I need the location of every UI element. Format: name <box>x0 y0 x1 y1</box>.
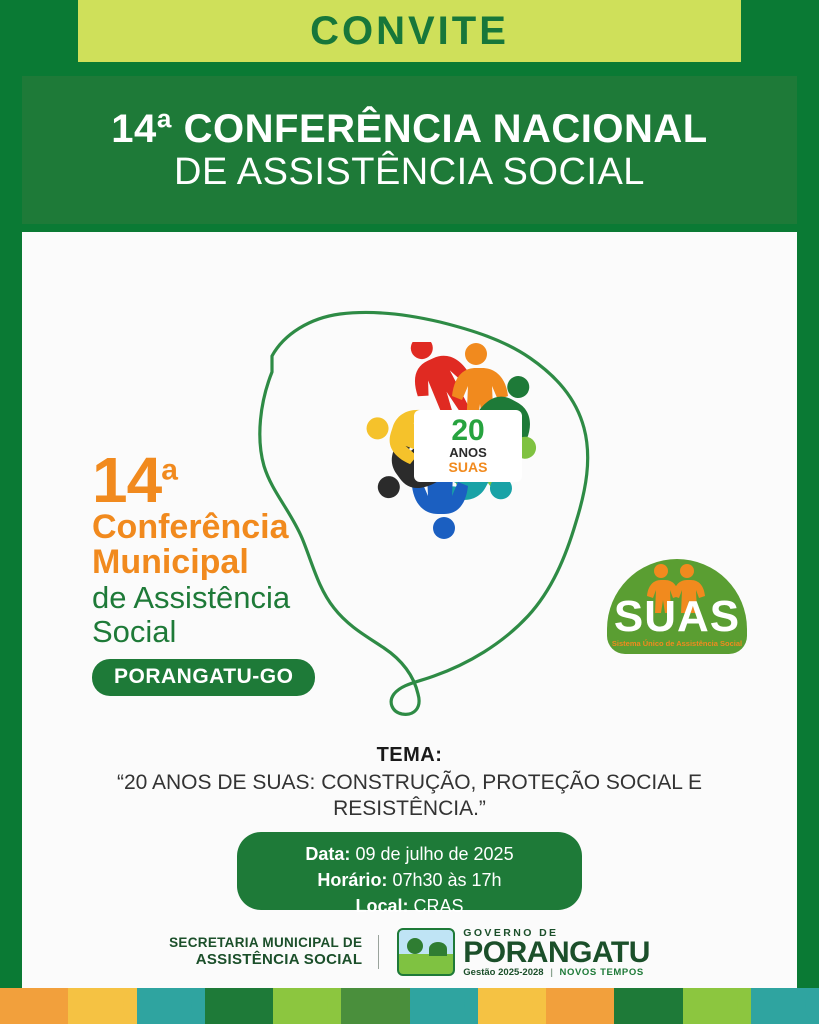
governo-wordmark <box>463 927 650 978</box>
secretaria-line1: SECRETARIA MUNICIPAL DE <box>169 935 363 951</box>
tema-text: “20 ANOS DE SUAS: CONSTRUÇÃO, PROTEÇÃO SOCIAL E RESISTÊNCIA.” <box>116 771 703 821</box>
slogan-label: NOVOS TEMPOS <box>559 966 644 978</box>
logo-label-anos: ANOS <box>449 445 487 461</box>
edition-ordinal: a <box>161 453 177 487</box>
convite-banner <box>0 0 819 62</box>
social-label: Social <box>92 614 177 650</box>
footer-logos <box>22 927 797 978</box>
logo-label-suas: SUAS <box>448 459 488 476</box>
logo-number-20: 20 <box>451 414 485 448</box>
event-time-row <box>237 867 582 893</box>
event-place-value: CRAS <box>413 896 464 917</box>
edition-number <box>92 444 432 516</box>
strip-segment <box>341 988 409 1024</box>
content-card <box>22 232 797 989</box>
strip-segment <box>0 988 68 1024</box>
secretaria-logo <box>169 935 379 969</box>
strip-segment <box>546 988 614 1024</box>
strip-segment <box>273 988 341 1024</box>
event-place-row <box>237 893 582 919</box>
municipal-conference-text <box>92 444 432 696</box>
porangatu-name: PORANGATU <box>463 936 650 969</box>
suas-badge <box>597 547 757 667</box>
strip-segment <box>410 988 478 1024</box>
banner-side-right <box>741 0 819 62</box>
governo-bottom-line <box>463 967 650 978</box>
strip-segment <box>68 988 136 1024</box>
strip-segment <box>478 988 546 1024</box>
strip-segment <box>614 988 682 1024</box>
conferencia-label: Conferência <box>92 507 289 546</box>
de-assistencia-label: de Assistência <box>92 579 291 615</box>
tema-label: TEMA: <box>376 744 443 766</box>
banner-side-left <box>0 0 78 62</box>
governo-top-label: GOVERNO DE <box>463 927 559 939</box>
gestao-label: Gestão 2025-2028 <box>463 966 544 978</box>
strip-segment <box>751 988 819 1024</box>
city-badge: PORANGATU-GO <box>92 659 315 696</box>
event-info-box <box>237 832 582 917</box>
suas-badge-word: SUAS <box>613 592 741 641</box>
title-block <box>22 76 797 224</box>
event-date-value: 09 de julho de 2025 <box>355 844 514 864</box>
event-time-value: 07h30 às 17h <box>392 870 502 891</box>
suas-badge-subtitle: Sistema Único de Assistência Social <box>611 639 743 648</box>
gov-separator: | <box>550 966 553 978</box>
event-time-label: Horário: <box>317 870 388 891</box>
porangatu-emblem-icon <box>397 928 455 976</box>
conference-title-line2: DE ASSISTÊNCIA SOCIAL <box>174 151 645 194</box>
event-place-label: Local: <box>355 896 409 917</box>
convite-label: CONVITE <box>310 8 509 53</box>
conference-title-line1: 14ª CONFERÊNCIA NACIONAL <box>111 107 708 152</box>
governo-porangatu-logo <box>397 927 650 978</box>
suas-20-anos-core <box>414 410 522 482</box>
municipal-label: Municipal <box>92 543 249 582</box>
strip-segment <box>683 988 751 1024</box>
secretaria-line2: ASSISTÊNCIA SOCIAL <box>195 951 363 969</box>
event-date-row <box>237 841 582 867</box>
strip-segment <box>205 988 273 1024</box>
edition-number-value: 14 <box>92 444 162 516</box>
event-date-label: Data: <box>305 844 351 864</box>
strip-segment <box>137 988 205 1024</box>
bottom-color-strip <box>0 988 819 1024</box>
